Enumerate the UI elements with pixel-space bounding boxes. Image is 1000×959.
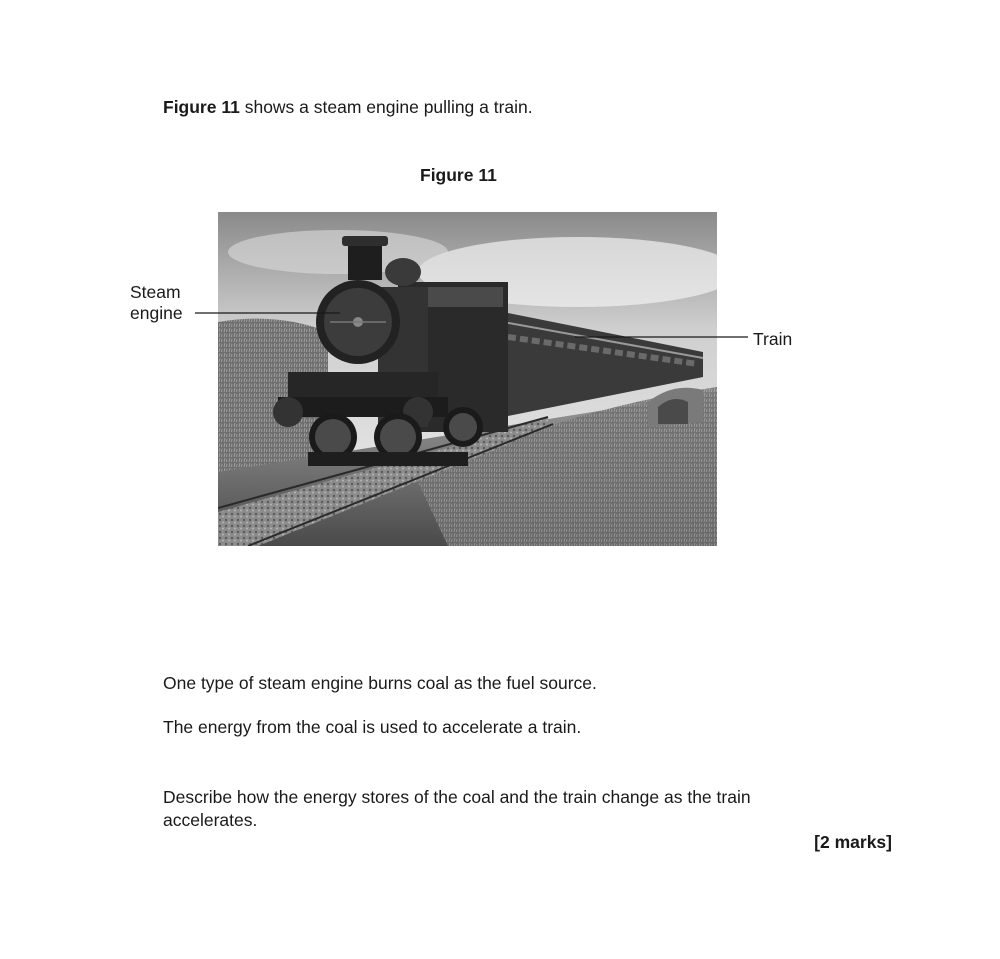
steam-engine-label: [130, 282, 183, 324]
figure-reference: Figure 11: [163, 97, 240, 117]
intro-sentence: [163, 96, 533, 119]
paragraph-fuel-source: One type of steam engine burns coal as the fuel source.: [163, 673, 597, 693]
marks-allocation: [2 marks]: [814, 832, 892, 852]
steam-label-line2: engine: [130, 303, 183, 323]
question-prompt: Describe how the energy stores of the coal and the train change as the train accelerates.: [163, 787, 751, 830]
intro-text: shows a steam engine pulling a train.: [239, 97, 533, 117]
figure-title: Figure 11: [420, 165, 497, 185]
steam-train-photo: [218, 212, 717, 546]
train-label: Train: [753, 329, 793, 349]
steam-label-line1: Steam: [130, 282, 181, 302]
paragraph-energy-use: The energy from the coal is used to accelerate a train.: [163, 717, 582, 737]
